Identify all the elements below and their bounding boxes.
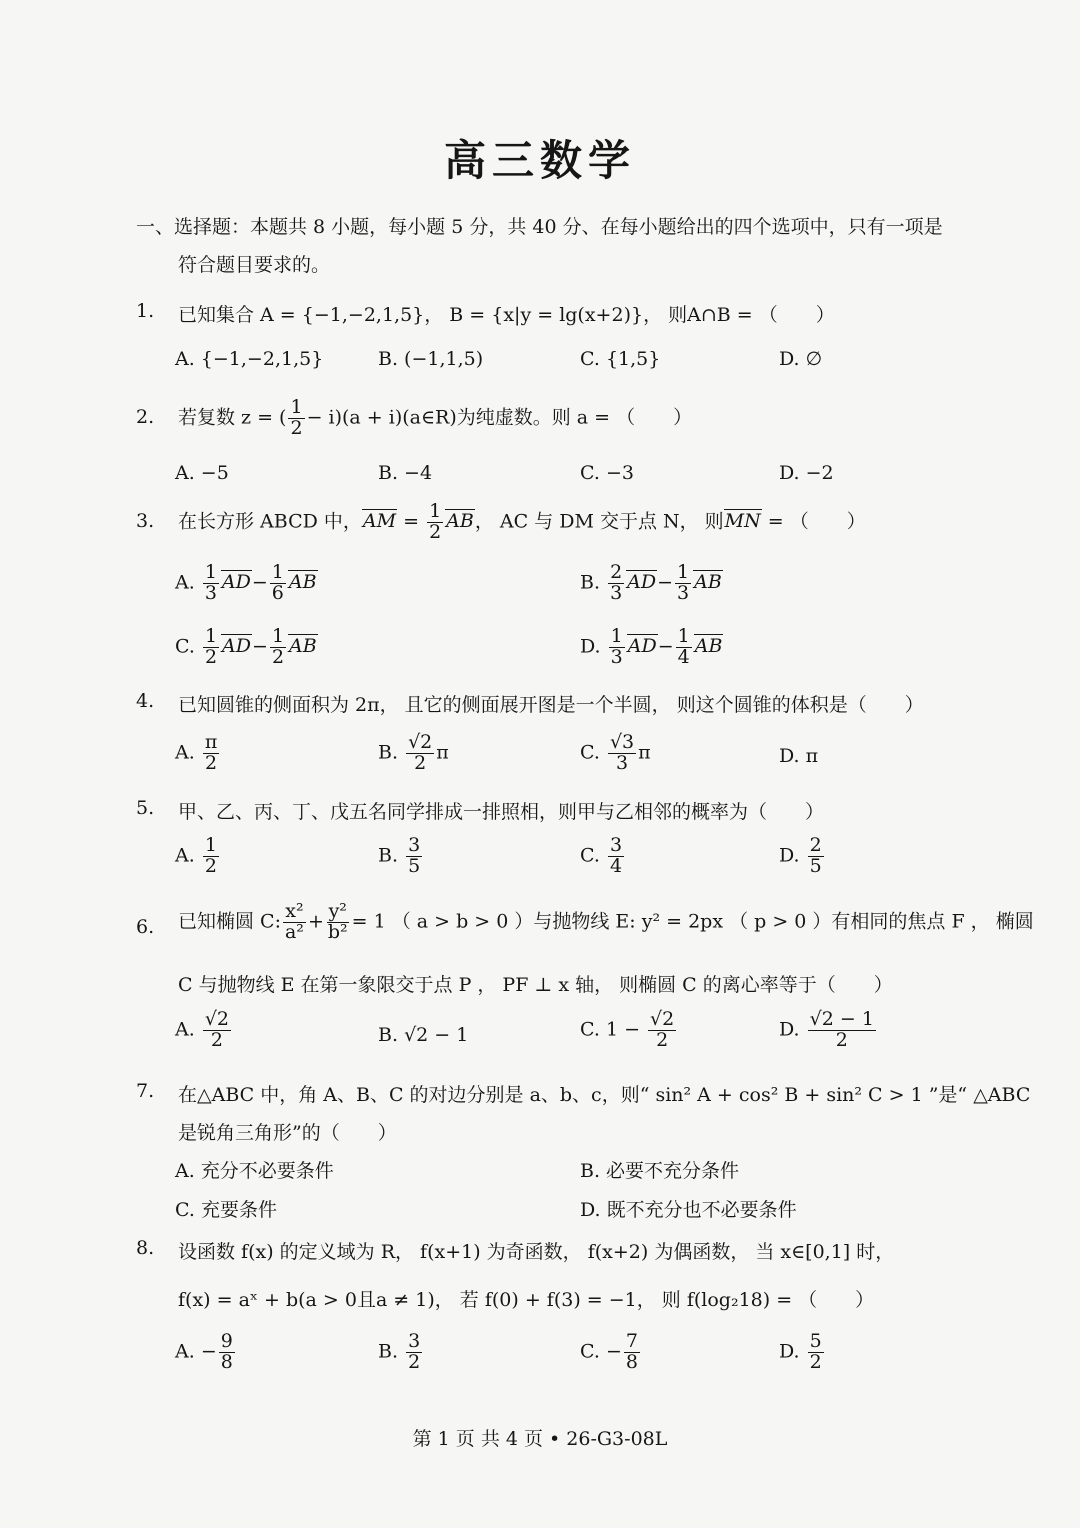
option-b (378, 1332, 424, 1373)
option-d: D. ∅ (779, 348, 823, 370)
numerator: 1 (677, 561, 690, 583)
question-text: 在△ABC 中，角 A、B、C 的对边分别是 a、b、c，则“ sin² A + cos² B + sin² C > 1 ”是“ △ABC (178, 1084, 1031, 1106)
option-letter: C. (580, 1018, 600, 1041)
numerator: 1 (204, 625, 218, 647)
question-text: C 与抛物线 E 在第一象限交于点 P ， PF ⊥ x 轴， 则椭圆 C 的离心率等于（ ） (178, 974, 893, 996)
option-letter: C. (175, 635, 195, 658)
denominator: 3 (616, 751, 629, 774)
numerator: 2 (809, 834, 822, 856)
numerator: 7 (625, 1330, 638, 1352)
fraction (326, 902, 350, 943)
page-footer: 第 1 页 共 4 页 • 26-G3-08L (412, 1428, 668, 1450)
denominator: 8 (220, 1350, 233, 1373)
denominator: 6 (271, 581, 284, 604)
fraction (624, 1332, 640, 1373)
fraction (203, 627, 219, 668)
fraction (608, 733, 636, 774)
numerator: √2 − 1 (809, 1008, 874, 1030)
fraction (608, 836, 624, 877)
question-text: 是锐角三角形”的（ ） (178, 1122, 397, 1144)
numerator: 1 (290, 396, 303, 418)
vector: AD (627, 635, 657, 658)
numerator: 3 (408, 1330, 421, 1352)
option-a (175, 733, 221, 774)
fraction (808, 1332, 824, 1373)
fraction (676, 627, 692, 668)
question-text: 已知椭圆 C: $\frac{\text{x²}}{\text{a²}}$ + $\frac{\text{y²}}{\text{b²}}$ = 1 （ a > b > 0 ）与抛物线 E: y² = 2px （ p > 0 ）有相同的焦点 F ， 椭圆 (178, 900, 1034, 943)
denominator: b² (327, 920, 348, 943)
denominator: 5 (408, 854, 421, 877)
denominator: 2 (271, 645, 285, 668)
vector: MN (724, 510, 761, 533)
numerator: √3 (609, 731, 635, 753)
numerator: x² (285, 900, 304, 922)
numerator: y² (328, 900, 347, 922)
numerator: 9 (220, 1330, 233, 1352)
text-part: 已知椭圆 C: (178, 910, 281, 933)
option-value: π (805, 745, 819, 767)
question-text: 已知圆锥的侧面积为 2π， 且它的侧面展开图是一个半圆， 则这个圆锥的体积是（ ） (178, 694, 924, 716)
denominator: 4 (677, 645, 690, 668)
fraction (808, 836, 824, 877)
fraction (648, 1010, 676, 1051)
option-sign: − (605, 1340, 622, 1363)
option-d (779, 836, 826, 877)
denominator: 2 (204, 645, 218, 668)
vector: AM (362, 510, 397, 533)
option-value: √2 − 1 (404, 1024, 469, 1046)
fraction (203, 563, 219, 604)
option-c: C. −3 (580, 462, 634, 484)
fraction (203, 733, 220, 774)
denominator: 2 (656, 1028, 669, 1051)
option-letter: A. (175, 741, 195, 764)
option-d (779, 1010, 878, 1051)
pi-suffix: π (638, 741, 651, 764)
numerator: 1 (429, 500, 442, 522)
option-d: D. −2 (779, 462, 834, 484)
section-line-1: 一、选择题：本题共 8 小题，每小题 5 分，共 40 分、在每小题给出的四个选项中，只有一项是 (136, 216, 943, 238)
option-letter: B. (580, 571, 601, 594)
text-part: = （ ） (761, 510, 866, 533)
denominator: 3 (610, 581, 623, 604)
question-number: 1. (136, 300, 155, 322)
question-text: 甲、乙、丙、丁、戊五名同学排成一排照相，则甲与乙相邻的概率为（ ） (178, 801, 825, 823)
question-number: 8. (136, 1237, 155, 1259)
fraction (608, 563, 624, 604)
denominator: 3 (677, 581, 690, 604)
option-letter: D. (779, 844, 800, 867)
option-c (580, 1010, 678, 1051)
numerator: 3 (609, 834, 623, 856)
question-number: 7. (136, 1080, 155, 1102)
option-a (175, 1332, 237, 1373)
vector: AD (221, 571, 251, 594)
option-letter: D. (580, 635, 601, 658)
option-letter: D. (779, 1018, 800, 1041)
vector: AD (627, 571, 657, 594)
text-part: ， AC 与 DM 交于点 N， 则 (474, 510, 724, 533)
denominator: 2 (835, 1028, 848, 1051)
option-letter: A. (175, 1340, 195, 1363)
option-d: D. $\frac{1}{3}$ AD− $\frac{1}{4}$ AB (580, 625, 723, 668)
vector: AD (222, 635, 252, 658)
fraction (270, 627, 286, 668)
question-number: 4. (136, 690, 155, 712)
fraction (808, 1010, 876, 1051)
question-number: 2. (136, 406, 155, 428)
numerator: √2 (408, 731, 433, 753)
numerator: 1 (271, 561, 284, 583)
option-b: B. −4 (378, 462, 433, 484)
denominator: 3 (204, 581, 217, 604)
option-c (580, 836, 626, 877)
question-text: f(x) = aˣ + b(a > 0且a ≠ 1)， 若 f(0) + f(3) = −1， 则 f(log₂18) = （ ） (178, 1289, 875, 1311)
option-letter: D. (779, 745, 800, 767)
denominator: 2 (414, 751, 427, 774)
denominator: 2 (205, 751, 218, 774)
option-letter: B. (378, 1340, 399, 1363)
option-letter: A. (175, 1018, 195, 1041)
text-part: − i)(a + i)(a∈R)为纯虚数。则 a = （ ） (306, 406, 693, 429)
option-b (378, 1024, 468, 1046)
pi-suffix: π (436, 741, 449, 764)
option-letter: B. (378, 844, 399, 867)
option-a: A. −5 (175, 462, 229, 484)
text-part: 若复数 z = ( (178, 406, 287, 429)
equals: = (397, 510, 426, 533)
fraction (675, 563, 691, 604)
option-sign: − (200, 1340, 217, 1363)
denominator: 2 (290, 416, 303, 439)
text-part: = 1 （ a > b > 0 ）与抛物线 E: y² = 2px （ p > 0 ）有相同的焦点 F ， 椭圆 (351, 910, 1034, 933)
option-a (175, 1010, 233, 1051)
numerator: √2 (204, 1008, 230, 1030)
option-letter: B. (378, 741, 399, 764)
option-c: C. 充要条件 (175, 1199, 277, 1221)
fraction (609, 627, 625, 668)
section-instructions (136, 208, 986, 284)
numerator: 1 (204, 834, 217, 856)
option-letter: C. (580, 844, 600, 867)
fraction (288, 398, 304, 439)
option-prefix: 1 − (605, 1018, 647, 1041)
option-letter: A. (175, 844, 195, 867)
option-c (580, 1332, 642, 1373)
denominator: 3 (610, 645, 623, 668)
option-a: A. {−1,−2,1,5} (175, 348, 324, 370)
denominator: 2 (429, 520, 442, 543)
numerator: 3 (408, 834, 421, 856)
question-text: 已知集合 A = {−1,−2,1,5}， B = {x|y = lg(x+2)}， 则A∩B = （ ） (178, 304, 835, 326)
denominator: 2 (408, 1350, 421, 1373)
fraction (427, 502, 443, 543)
fraction (406, 836, 422, 877)
option-letter: C. (580, 1340, 600, 1363)
option-d (779, 745, 818, 767)
vector: AB (288, 571, 317, 594)
numerator: 5 (809, 1330, 822, 1352)
option-b: B. 必要不充分条件 (580, 1160, 740, 1182)
option-a (175, 836, 221, 877)
option-letter: A. (175, 571, 195, 594)
denominator: 2 (809, 1350, 822, 1373)
page-title: 高三数学 (443, 136, 636, 185)
option-c: C. $\frac{1}{2}$ AD− $\frac{1}{2}$ AB (175, 625, 317, 668)
fraction (283, 902, 306, 943)
option-letter: C. (580, 741, 600, 764)
option-a: A. 充分不必要条件 (175, 1160, 334, 1182)
fraction (203, 1010, 231, 1051)
option-a: A. $\frac{1}{3}$ AD− $\frac{1}{6}$ AB (175, 561, 317, 604)
section-line-2: 符合题目要求的。 (178, 254, 331, 276)
denominator: 2 (210, 1028, 223, 1051)
text-part: 在长方形 ABCD 中， (178, 510, 362, 533)
fraction (406, 733, 434, 774)
numerator: 1 (677, 625, 690, 647)
option-letter: D. (779, 1340, 800, 1363)
option-d: D. 既不充分也不必要条件 (580, 1199, 797, 1221)
option-b: B. $\frac{2}{3}$ AD− $\frac{1}{3}$ AB (580, 561, 722, 604)
denominator: a² (284, 920, 304, 943)
numerator: 1 (204, 561, 217, 583)
question-number: 5. (136, 797, 155, 819)
option-b: B. (−1,1,5) (378, 348, 484, 370)
numerator: π (204, 731, 218, 753)
denominator: 5 (809, 854, 822, 877)
question-text: 设函数 f(x) 的定义域为 R， f(x+1) 为奇函数， f(x+2) 为偶函数， 当 x∈[0,1] 时， (178, 1241, 895, 1263)
option-c (580, 733, 651, 774)
fraction (406, 1332, 422, 1373)
vector: AB (289, 635, 317, 658)
option-letter: B. (378, 1024, 399, 1046)
question-number: 6. (136, 916, 155, 938)
question-text (178, 502, 996, 543)
fraction (270, 563, 286, 604)
denominator: 4 (609, 854, 623, 877)
option-b (378, 836, 424, 877)
option-c: C. {1,5} (580, 348, 661, 370)
option-d (779, 1332, 826, 1373)
question-number: 3. (136, 510, 155, 532)
question-text (178, 398, 996, 439)
denominator: 2 (204, 854, 217, 877)
denominator: 8 (625, 1350, 638, 1373)
numerator: 2 (610, 561, 623, 583)
option-b (378, 733, 449, 774)
numerator: 1 (610, 625, 623, 647)
numerator: 1 (271, 625, 285, 647)
numerator: √2 (650, 1008, 675, 1030)
fraction (203, 836, 219, 877)
vector: AB (694, 571, 722, 594)
fraction (219, 1332, 235, 1373)
vector: AB (694, 635, 723, 658)
vector: AB (446, 510, 474, 533)
